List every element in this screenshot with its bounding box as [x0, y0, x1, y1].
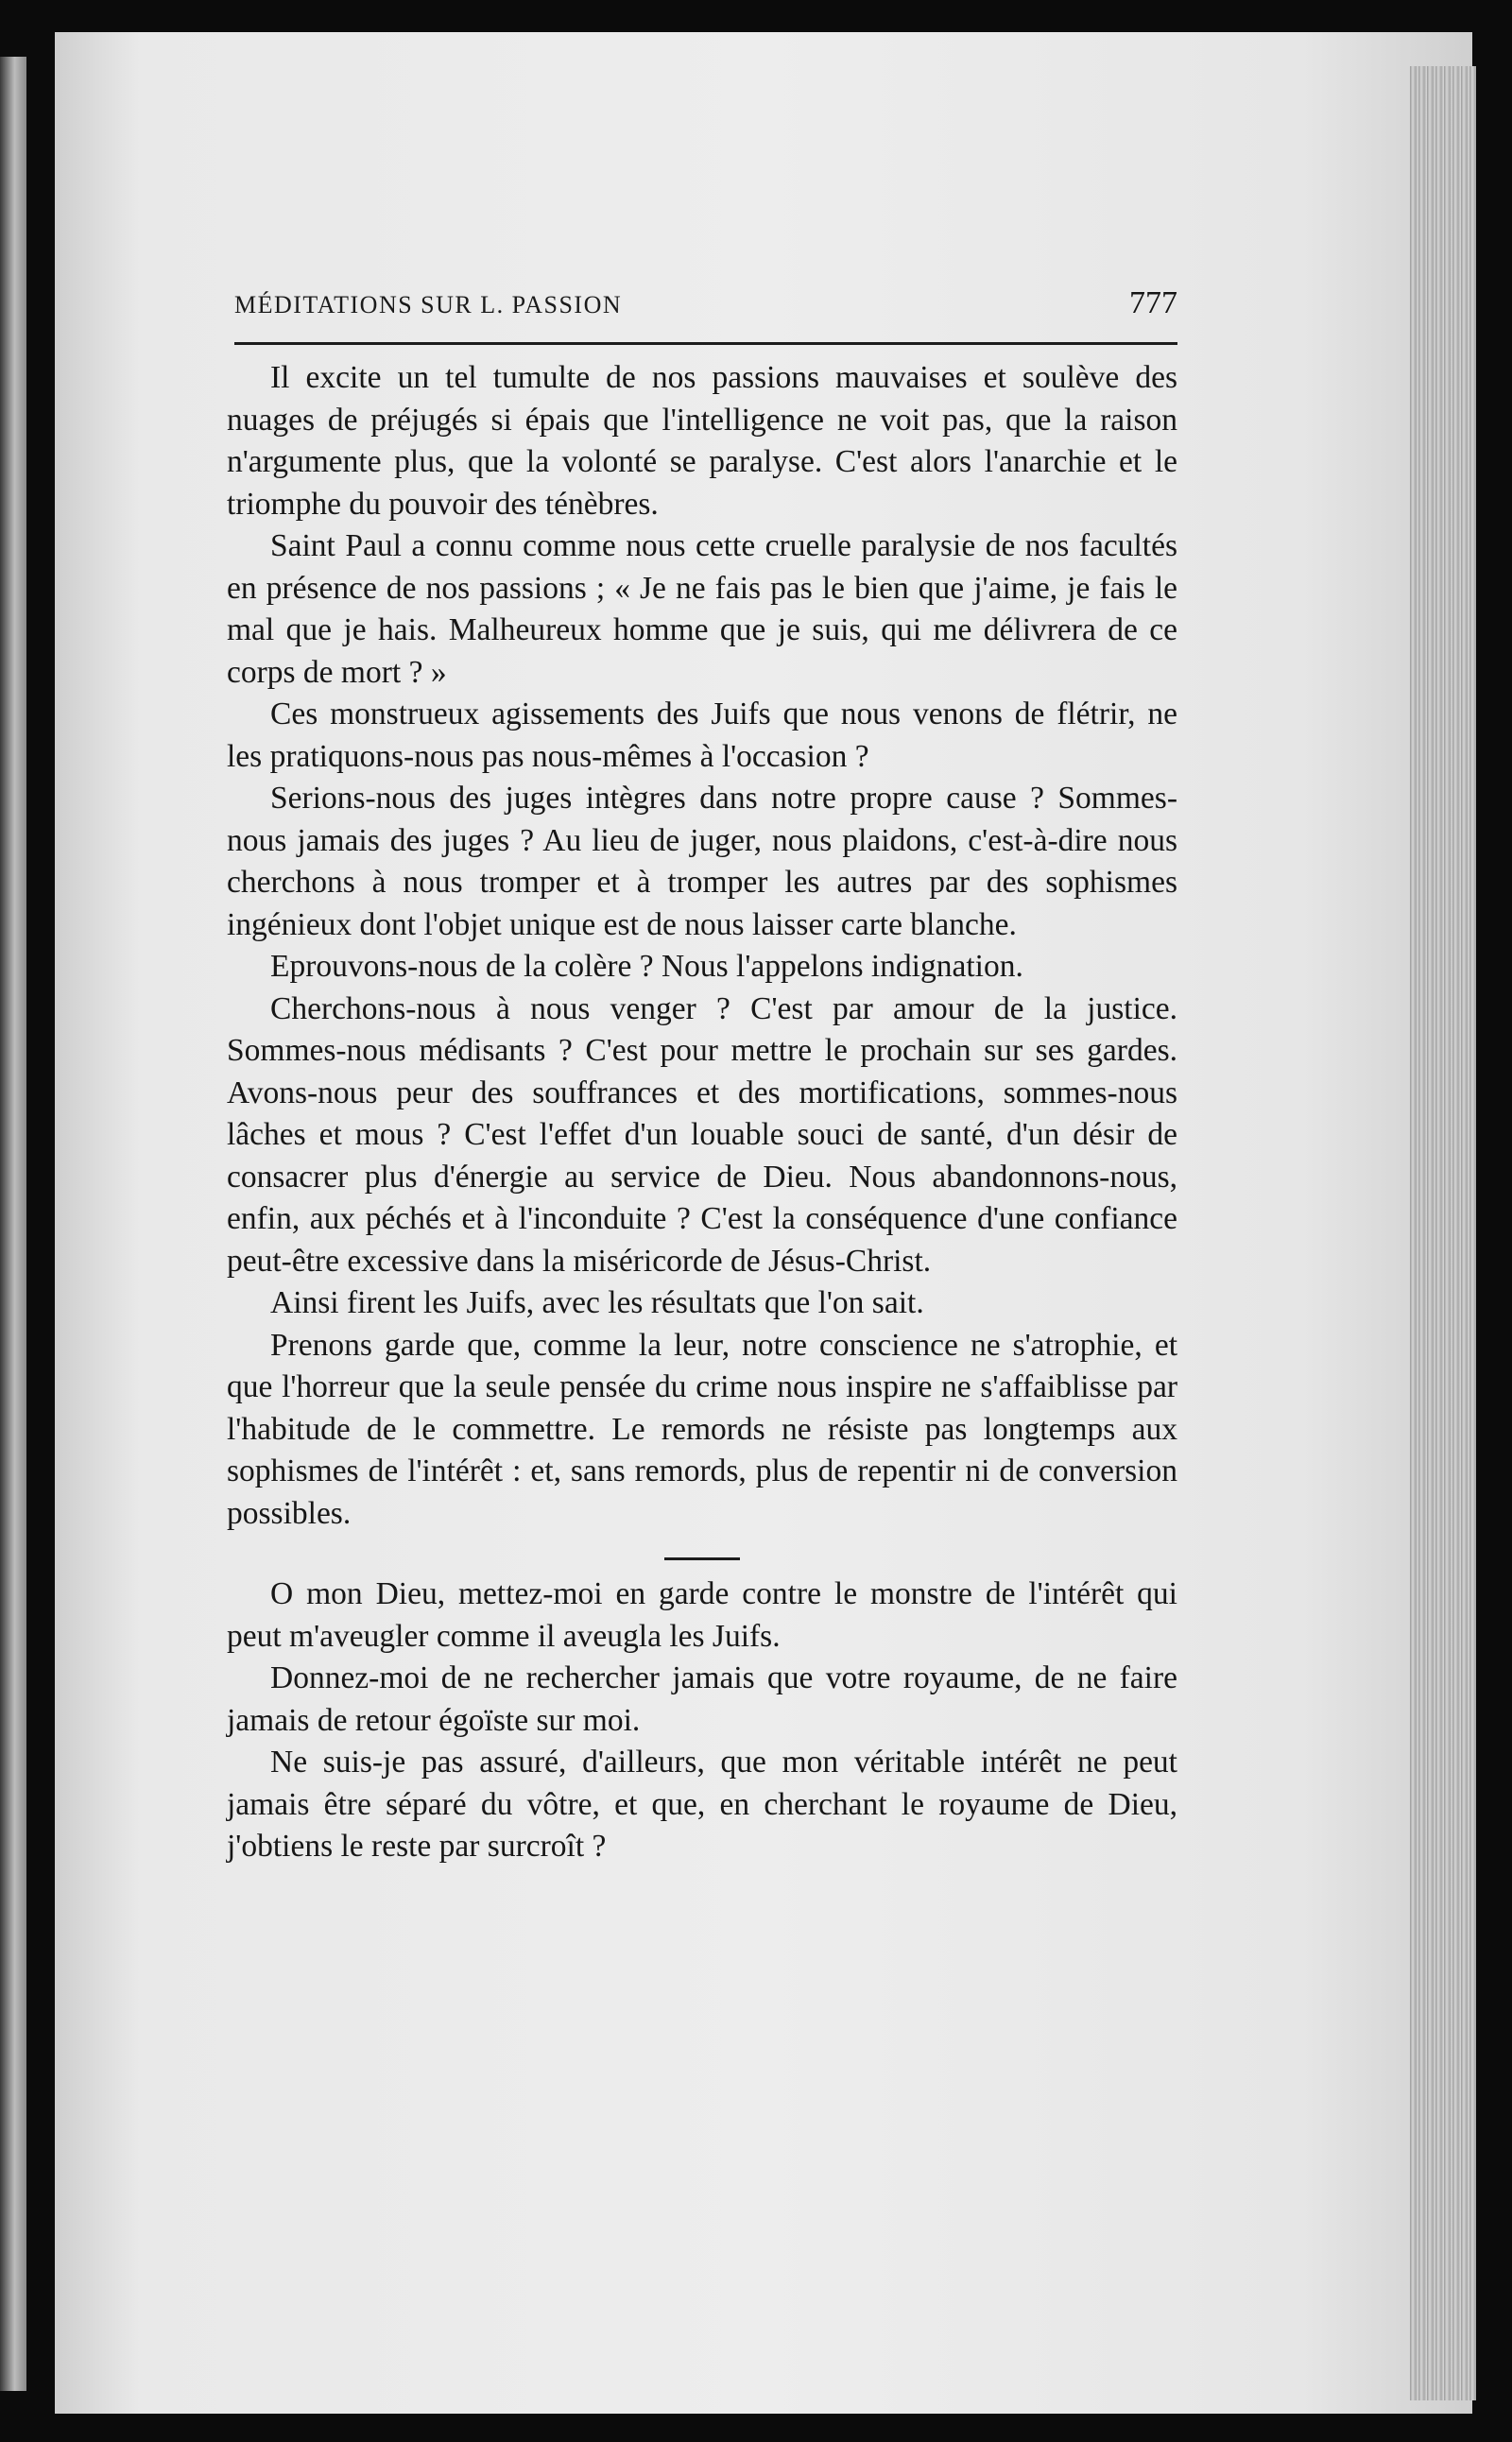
- prayer-paragraph: Donnez-moi de ne rechercher jamais que votre royaume, de ne faire jamais de retour égoïste sur moi.: [227, 1660, 1177, 1738]
- paragraph: Il excite un tel tumulte de nos passions mauvaises et soulève des nuages de préjugés si épais que l'intelligence ne voit pas, que la raison n'argumente plus, que la volonté se paralyse. C'est alors l'anarchie et le triomphe du pouvoir des ténèbres.: [227, 360, 1177, 522]
- page-stack-edge: [1410, 66, 1476, 2400]
- paragraph: Ces monstrueux agissements des Juifs que nous venons de flétrir, ne les pratiquons-nous pas nous-mêmes à l'occasion ?: [227, 696, 1177, 774]
- section-divider: [664, 1557, 740, 1560]
- paragraph: Ainsi firent les Juifs, avec les résultats que l'on sait.: [270, 1285, 924, 1320]
- paragraph: Cherchons-nous à nous venger ? C'est par amour de la justice. Sommes-nous médisants ? C'est pour mettre le prochain sur ses gardes. Avons-nous peur des souffrances et des mortifications, sommes-nous lâches et mous ? C'est l'effet d'un louable souci de santé, d'un désir de consacrer plus d'énergie au service de Dieu. Nous abandonnons-nous, enfin, aux péchés et à l'inconduite ? C'est la conséquence d'une confiance peut-être excessive dans la miséricorde de Jésus-Christ.: [227, 990, 1177, 1279]
- header-rule: [234, 342, 1177, 345]
- prayer-paragraph: O mon Dieu, mettez-moi en garde contre le monstre de l'intérêt qui peut m'aveugler comme il aveugla les Juifs.: [227, 1576, 1177, 1654]
- facing-page-edge: [0, 57, 26, 2391]
- page-number: 777: [1129, 285, 1177, 320]
- body-text: [227, 357, 1177, 1868]
- running-head: MÉDITATIONS SUR L. PASSION: [234, 291, 623, 318]
- paragraph: Prenons garde que, comme la leur, notre conscience ne s'atrophie, et que l'horreur que la seule pensée du crime nous inspire ne s'affaiblisse par l'habitude de le commettre. Le remords ne résiste pas longtemps aux sophismes de l'intérêt : et, sans remords, plus de repentir ni de conversion possibles.: [227, 1327, 1177, 1531]
- prayer-paragraph: Ne suis-je pas assuré, d'ailleurs, que mon véritable intérêt ne peut jamais être séparé du vôtre, et que, en cherchant le royaume de Dieu, j'obtiens le reste par surcroît ?: [227, 1745, 1177, 1864]
- page-header: [234, 285, 1177, 340]
- paragraph: Eprouvons-nous de la colère ? Nous l'appelons indignation.: [270, 949, 1023, 984]
- paragraph: Serions-nous des juges intègres dans notre propre cause ? Sommes-nous jamais des juges ? Au lieu de juger, nous plaidons, c'est-à-dire nous cherchons à nous tromper et à tromper les autres par des sophismes ingénieux dont l'objet unique est de nous laisser carte blanche.: [227, 781, 1177, 942]
- paragraph: Saint Paul a connu comme nous cette cruelle paralysie de nos facultés en présence de nos passions ; « Je ne fais pas le bien que j'aime, je fais le mal que je hais. Malheureux homme que je suis, qui me délivrera de ce corps de mort ? »: [227, 528, 1177, 690]
